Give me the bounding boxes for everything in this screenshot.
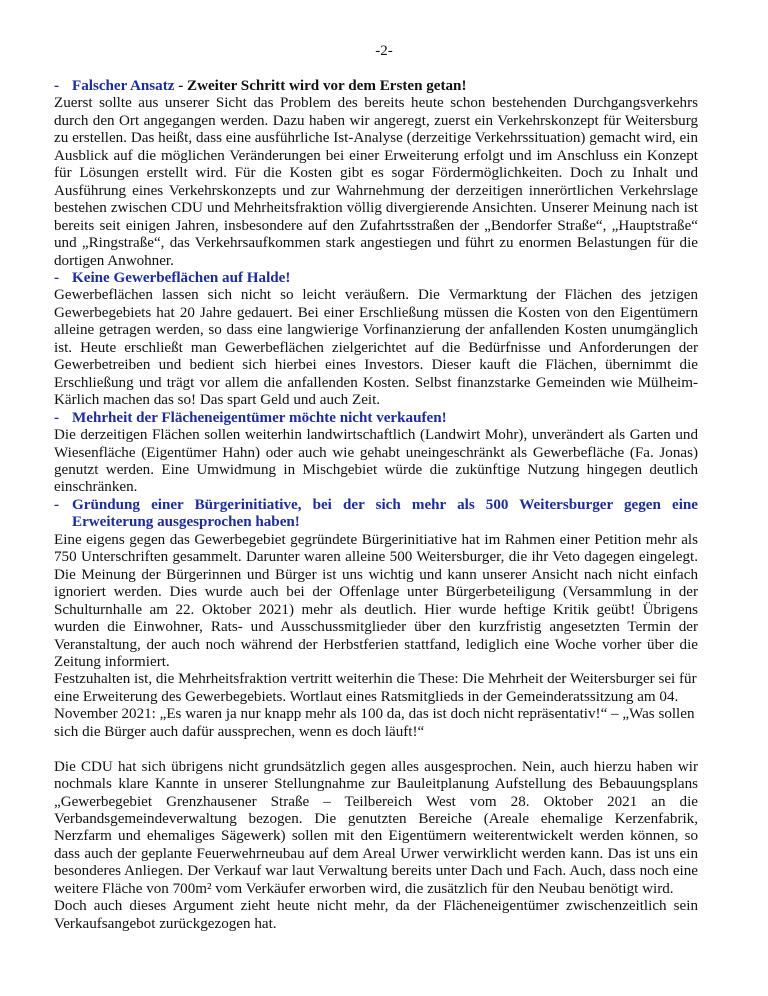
section-heading — [54, 410, 698, 427]
quote-paragraph: Festzuhalten ist, die Mehrheitsfraktion vertritt weiterhin die These: Die Mehrheit der Weitersburger sei für eine Erweiterung des Gewerbegebiets. Wortlaut eines Ratsmitglieds in der Gemeinderatssitzung am 04. November 2021: „Es waren ja nur knapp mehr als 100 da, das ist doch nicht repräsentativ!“ – „Was sollen sich die Bürger auch dafür aussprechen, wenn es doch läuft!“ — [54, 671, 697, 740]
paragraph-gap — [54, 741, 698, 758]
page-body — [54, 78, 698, 933]
list-dash: - — [54, 269, 60, 286]
list-dash: - — [54, 78, 60, 94]
section-heading — [54, 497, 698, 532]
closing-paragraph: Die CDU hat sich übrigens nicht grundsätzlich gegen alles ausgesprochen. Nein, auch hierzu haben wir nochmals klare Kannte in unserer Stellungnahme zur Bauleitplanung Aufstellung des Bebauungsplans „Gewerbegebiet Grenzhausener Straße – Teilbereich West vom 28. Oktober 2021 an die Verbandsgemeindeverwaltung bezogen. Die genutzten Bereiche (Areale ehemalige Kerzenfabrik, Nerzfarm und ehemaliges Sägewerk) sollen mit den Eigentümern weiterentwickelt werden können, so dass auch der geplante Feuerwehrneubau auf dem Areal Urwer verwirklicht werden kann. Das ist uns ein besonderes Anliegen. Der Verkauf war laut Verwaltung bereits unter Dach und Fach. Auch, dass noch eine weitere Fläche von 700m² vom Verkäufer erworben wird, die zusätzlich für den Neubau benötigt wird. — [54, 758, 698, 897]
closing-paragraph: Doch auch dieses Argument zieht heute nicht mehr, da der Flächeneigentümer zwischenzeitlich sein Verkaufsangebot zurückgezogen hat. — [54, 898, 698, 932]
section-heading — [54, 78, 698, 95]
body-paragraph: Gewerbeflächen lassen sich nicht so leicht veräußern. Die Vermarktung der Flächen des jetzigen Gewerbegebiets hat 20 Jahre gedauert. Bei einer Erschließung müssen die Kosten von den Eigentümern alleine getragen werden, so dass eine langwierige Vorfinanzierung der anfallenden Kosten unumgänglich ist. Heute erschließt man Gewerbeflächen zielgerichtet auf die Bedürfnisse und Anforderungen der Gewerbetreiben und bedient sich hierbei eines Investors. Dieser kauft die Flächen, übernimmt die Erschließung und trägt vor allem die anfallenden Kosten. Selbst finanzstarke Gemeinden wie Mülheim-Kärlich machen das so! Das spart Geld und auch Zeit. — [54, 287, 698, 409]
body-paragraph: Eine eigens gegen das Gewerbegebiet gegründete Bürgerinitiative hat im Rahmen einer Petition mehr als 750 Unterschriften gesammelt. Darunter waren alleine 500 Weitersburger, die ihr Veto dagegen eingelegt. Die Meinung der Bürgerinnen und Bürger ist uns wichtig und kann unserer Ansicht nach nicht einfach ignoriert werden. Dies wurde auch bei der Offenlage unter Bürgerbeteiligung (Versammlung in der Schulturnhalle am 22. Oktober 2021) mehr als deutlich. Hier wurde heftige Kritik geübt! Übrigens wurden die Einwohner, Rats- und Ausschussmitglieder über den kurzfristig angesetzten Termin der Veranstaltung, der auch noch während der Herbstferien stattfand, lediglich eine Woche vorher über die Zeitung informiert. — [54, 531, 698, 670]
heading-subtitle: - Zweiter Schritt wird vor dem Ersten getan! — [174, 78, 467, 94]
list-dash: - — [54, 409, 60, 426]
page-number: -2- — [375, 43, 393, 59]
heading-keyword: Mehrheit der Flächeneigentümer möchte nicht verkaufen! — [72, 409, 447, 426]
section-heading — [54, 270, 698, 287]
heading-keyword: Gründung einer Bürgerinitiative, bei der sich mehr als 500 Weitersburger gegen eine Erweiterung ausgesprochen haben! — [72, 496, 698, 531]
list-dash: - — [54, 496, 60, 513]
body-paragraph: Die derzeitigen Flächen sollen weiterhin landwirtschaftlich (Landwirt Mohr), unverändert als Garten und Wiesenfläche (Eigentümer Hahn) oder auch wie gehabt uneingeschränkt als Gewerbefläche (Fa. Jonas) genutzt werden. Eine Umwidmung in Mischgebiet würde die zukünftige Nutzung hingegen deutlich einschränken. — [54, 427, 698, 496]
heading-keyword: Keine Gewerbeflächen auf Halde! — [72, 269, 291, 286]
heading-keyword: Falscher Ansatz — [72, 78, 175, 94]
body-paragraph: Zuerst sollte aus unserer Sicht das Problem des bereits heute schon bestehenden Durchgangsverkehrs durch den Ort angegangen werden. Dazu haben wir angeregt, zuerst ein Verkehrskonzept für Weitersburg zu erstellen. Das heißt, dass eine ausführliche Ist-Analyse (derzeitige Verkehrssituation) gemacht wird, ein Ausblick auf die möglichen Veränderungen bei einer Erweiterung erfolgt und im Anschluss ein Konzept für Lösungen erstellt wird. Für die Kosten gibt es sogar Fördermöglichkeiten. Doch zu Inhalt und Ausführung eines Verkehrskonzepts und zur Wahrnehmung der derzeitigen innerörtlichen Verkehrslage bestehen zwischen CDU und Mehrheitsfraktion völlig divergierende Ansichten. Unserer Meinung nach ist bereits seit einigen Jahren, insbesondere auf den Zufahrtsstraßen der „Bendorfer Straße“, „Hauptstraße“ und „Ringstraße“, das Verkehrsaufkommen stark angestiegen und führt zu enormen Belastungen für die dortigen Anwohner. — [54, 95, 698, 269]
